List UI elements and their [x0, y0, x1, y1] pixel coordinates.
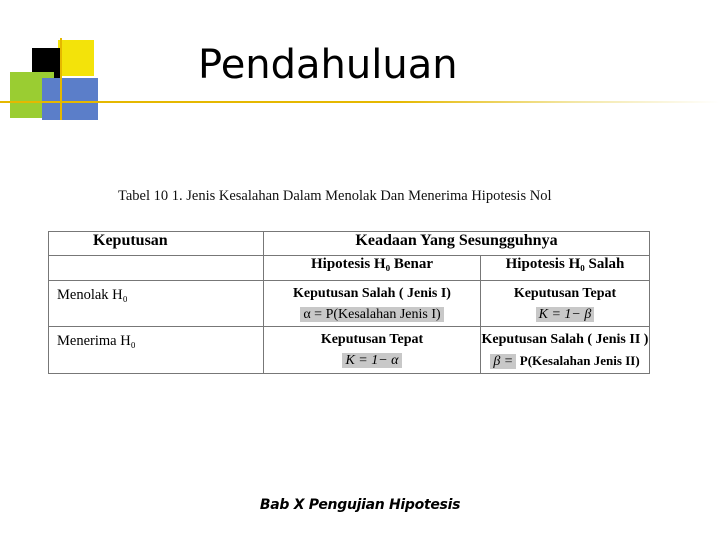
cell-formula: [481, 307, 649, 323]
cell-formula: [264, 307, 480, 323]
cell-main-text: Keputusan Salah ( Jenis I): [293, 286, 451, 301]
decor-horizontal-line: [0, 101, 720, 103]
table-subheader-row: [49, 256, 650, 281]
cell-formula: [264, 353, 480, 369]
beta-symbol: β =: [490, 354, 516, 369]
cell-main-text: Keputusan Tepat: [513, 286, 617, 301]
header-empty-cell: [49, 256, 264, 281]
slide-footer: Bab X Pengujian Hipotesis: [259, 497, 461, 513]
decor-yellow-square: [58, 40, 94, 76]
header-h0-salah: Hipotesis H₀ Salah: [481, 256, 650, 281]
header-keadaan: Keadaan Yang Sesungguhnya: [264, 232, 650, 256]
cell-menerima-benar: [264, 327, 481, 374]
slide-title: Pendahuluan: [198, 42, 458, 88]
cell-formula: [481, 353, 649, 370]
cell-menolak-salah: [481, 281, 650, 327]
cell-main-text: Keputusan Salah ( Jenis II ): [481, 332, 649, 347]
table-header-row: [49, 232, 650, 256]
table-caption: Tabel 10 1. Jenis Kesalahan Dalam Menolak Dan Menerima Hipotesis Nol: [118, 188, 552, 204]
cell-menerima-salah: [481, 327, 650, 374]
cell-main-text: Keputusan Tepat: [320, 332, 424, 347]
decor-vertical-line: [60, 38, 62, 120]
row-label-menerima: Menerima H₀: [49, 327, 264, 374]
decor-blue-square: [42, 78, 98, 120]
row-label-menolak: Menolak H₀: [49, 281, 264, 327]
error-types-table: [48, 231, 650, 374]
table-row-menerima: [49, 327, 650, 374]
alpha-formula: α = P(Kesalahan Jenis I): [300, 307, 443, 322]
table-row-menolak: [49, 281, 650, 327]
header-h0-benar: Hipotesis H₀ Benar: [264, 256, 481, 281]
cell-menolak-benar: [264, 281, 481, 327]
beta-formula-text: P(Kesalahan Jenis II): [519, 353, 640, 368]
power-formula-beta: K = 1− β: [536, 307, 595, 322]
header-keputusan: Keputusan: [49, 232, 264, 256]
power-formula-alpha: K = 1− α: [342, 353, 401, 368]
